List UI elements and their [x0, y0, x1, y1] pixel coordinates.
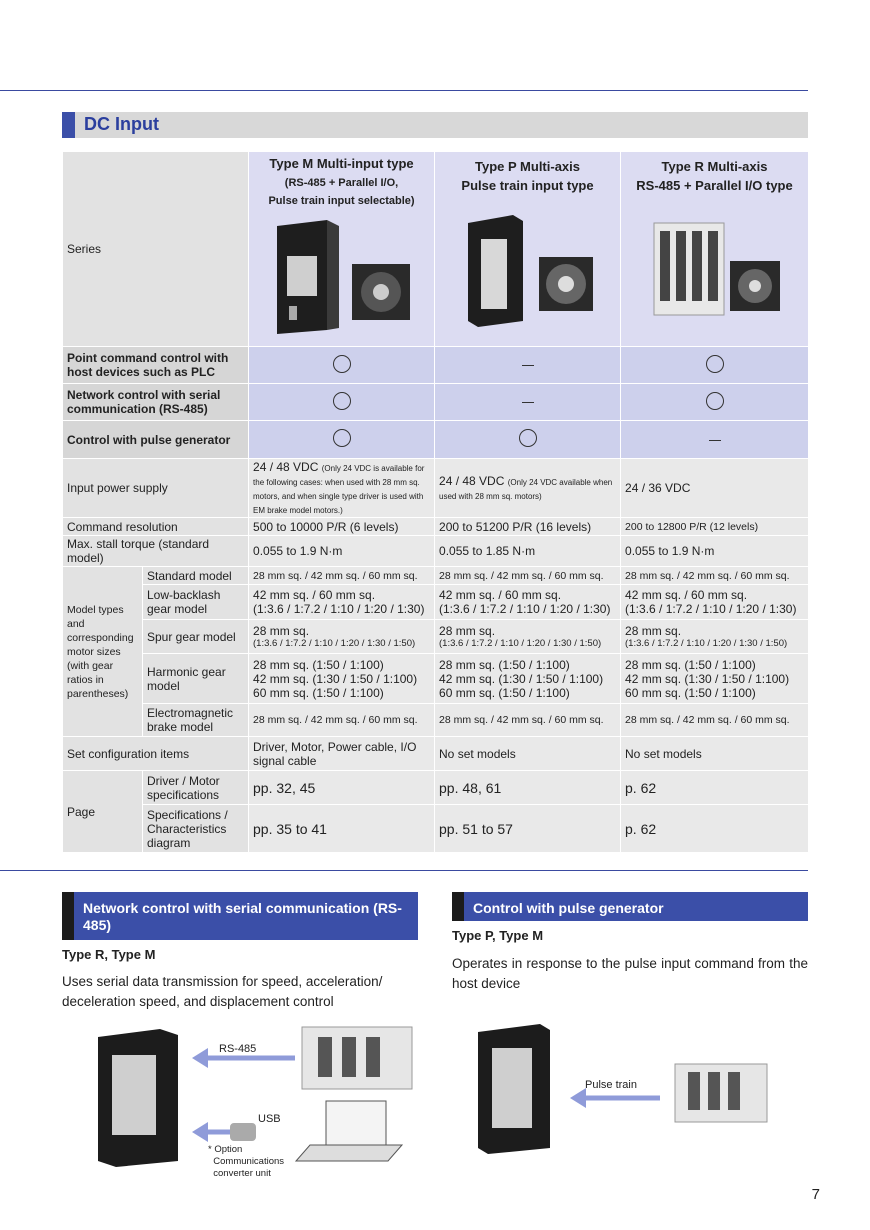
spur-gear-m-line2: (1:3.6 / 1:7.2 / 1:10 / 1:20 / 1:30 / 1:50)	[253, 638, 416, 649]
network-row	[63, 384, 809, 421]
network-header-text: Network control with serial communication (RS-485)	[83, 900, 402, 933]
network-section-header	[62, 892, 418, 940]
stall-torque-row	[63, 536, 809, 567]
type-r-product-image	[640, 209, 790, 329]
spur-gear-p-line1: 28 mm sq.	[439, 624, 496, 638]
type-p-product-image	[453, 209, 603, 329]
low-backlash-m-line1: 42 mm sq. / 60 mm sq.	[253, 588, 376, 602]
model-types-label: Model types and corresponding motor sizes (with gear ratios in parentheses)	[63, 567, 143, 737]
series-label: Series	[63, 152, 249, 347]
page-driver-p: pp. 48, 61	[435, 771, 621, 805]
low-backlash-row	[63, 585, 809, 620]
low-backlash-p-line2: (1:3.6 / 1:7.2 / 1:10 / 1:20 / 1:30)	[439, 602, 611, 616]
page-specs-m: pp. 35 to 41	[249, 805, 435, 853]
middle-rule	[0, 870, 808, 871]
brake-model-row	[63, 704, 809, 737]
harmonic-r-line2: 42 mm sq. (1:30 / 1:50 / 1:100)	[625, 671, 790, 686]
spur-gear-r	[621, 620, 809, 654]
page-driver-row	[63, 771, 809, 805]
low-backlash-r	[621, 585, 809, 620]
standard-model-row	[63, 567, 809, 585]
pulse-r-mark	[621, 421, 809, 459]
section-title-bar	[62, 112, 808, 138]
input-power-p-main: 24 / 48 VDC	[439, 474, 505, 488]
harmonic-m-line3: 60 mm sq. (1:50 / 1:100)	[253, 685, 384, 700]
circle-mark-icon	[706, 355, 724, 373]
set-config-m: Driver, Motor, Power cable, I/O signal cable	[249, 737, 435, 771]
col-type-m	[249, 152, 435, 347]
page-label: Page	[63, 771, 143, 853]
brake-model-m: 28 mm sq. / 42 mm sq. / 60 mm sq.	[249, 704, 435, 737]
command-resolution-r: 200 to 12800 P/R (12 levels)	[621, 518, 809, 536]
point-command-r-mark	[621, 347, 809, 384]
page-driver-r: p. 62	[621, 771, 809, 805]
type-m-subtitle: (RS-485 + Parallel I/O, Pulse train input selectable)	[268, 177, 415, 207]
section-title: DC Input	[84, 114, 159, 134]
point-command-m-mark	[249, 347, 435, 384]
set-config-p: No set models	[435, 737, 621, 771]
dash-mark-icon	[709, 440, 721, 441]
series-row	[63, 152, 809, 347]
command-resolution-label: Command resolution	[63, 518, 249, 536]
header-block	[62, 892, 74, 940]
circle-mark-icon	[519, 429, 537, 447]
low-backlash-p-line1: 42 mm sq. / 60 mm sq.	[439, 588, 562, 602]
spec-table	[62, 151, 809, 853]
page-number: 7	[811, 1186, 820, 1203]
standard-model-m: 28 mm sq. / 42 mm sq. / 60 mm sq.	[249, 567, 435, 585]
circle-mark-icon	[333, 355, 351, 373]
input-power-m	[249, 459, 435, 518]
col-type-r	[621, 152, 809, 347]
set-config-r: No set models	[621, 737, 809, 771]
standard-model-r: 28 mm sq. / 42 mm sq. / 60 mm sq.	[621, 567, 809, 585]
brake-model-r: 28 mm sq. / 42 mm sq. / 60 mm sq.	[621, 704, 809, 737]
header-block	[452, 892, 464, 921]
low-backlash-r-line2: (1:3.6 / 1:7.2 / 1:10 / 1:20 / 1:30)	[625, 602, 797, 616]
spur-gear-m-line1: 28 mm sq.	[253, 624, 310, 638]
harmonic-gear-p	[435, 654, 621, 704]
harmonic-r-line3: 60 mm sq. (1:50 / 1:100)	[625, 685, 756, 700]
harmonic-gear-m	[249, 654, 435, 704]
spur-gear-p	[435, 620, 621, 654]
network-m-mark	[249, 384, 435, 421]
harmonic-p-line3: 60 mm sq. (1:50 / 1:100)	[439, 685, 570, 700]
network-p-mark	[435, 384, 621, 421]
standard-model-label: Standard model	[143, 567, 249, 585]
type-r-title: Type R Multi-axis RS-485 + Parallel I/O type	[636, 159, 793, 193]
type-p-title: Type P Multi-axis Pulse train input type	[461, 159, 594, 193]
low-backlash-m-line2: (1:3.6 / 1:7.2 / 1:10 / 1:20 / 1:30)	[253, 602, 425, 616]
dash-mark-icon	[522, 365, 534, 366]
harmonic-gear-row	[63, 654, 809, 704]
input-power-r: 24 / 36 VDC	[621, 459, 809, 518]
input-power-p-note: (Only 24 VDC available when used with 28 mm sq. motors)	[439, 478, 613, 501]
set-config-row	[63, 737, 809, 771]
point-command-p-mark	[435, 347, 621, 384]
page-driver-label: Driver / Motor specifications	[143, 771, 249, 805]
rs485-label: RS-485	[219, 1043, 257, 1055]
input-power-row	[63, 459, 809, 518]
page-specs-row	[63, 805, 809, 853]
network-r-mark	[621, 384, 809, 421]
low-backlash-r-line1: 42 mm sq. / 60 mm sq.	[625, 588, 748, 602]
pulse-p-mark	[435, 421, 621, 459]
command-resolution-p: 200 to 51200 P/R (16 levels)	[435, 518, 621, 536]
type-m-title: Type M Multi-input type	[269, 156, 414, 171]
page-driver-m: pp. 32, 45	[249, 771, 435, 805]
harmonic-m-line1: 28 mm sq. (1:50 / 1:100)	[253, 657, 384, 672]
stall-torque-r: 0.055 to 1.9 N·m	[621, 536, 809, 567]
pulse-m-mark	[249, 421, 435, 459]
point-command-row	[63, 347, 809, 384]
input-power-p	[435, 459, 621, 518]
low-backlash-p	[435, 585, 621, 620]
spur-gear-m	[249, 620, 435, 654]
pulse-label: Control with pulse generator	[63, 421, 249, 459]
point-command-label: Point command control with host devices such as PLC	[63, 347, 249, 384]
brake-model-label: Electromagnetic brake model	[143, 704, 249, 737]
network-description: Uses serial data transmission for speed, acceleration/ deceleration speed, and displacement control	[62, 974, 383, 1009]
laptop-image	[326, 1101, 386, 1145]
network-label: Network control with serial communication (RS-485)	[63, 384, 249, 421]
harmonic-gear-label: Harmonic gear model	[143, 654, 249, 704]
input-power-m-note: (Only 24 VDC is available for the following cases: when used with 28 mm sq. motors, and when single type driver is used with EM brake model motors.)	[253, 464, 425, 515]
spur-gear-r-line1: 28 mm sq.	[625, 624, 682, 638]
input-power-label: Input power supply	[63, 459, 249, 518]
pulse-header-text: Control with pulse generator	[473, 900, 664, 916]
spur-gear-r-line2: (1:3.6 / 1:7.2 / 1:10 / 1:20 / 1:30 / 1:50)	[625, 638, 788, 649]
harmonic-gear-r	[621, 654, 809, 704]
pulse-train-label: Pulse train	[585, 1079, 637, 1091]
circle-mark-icon	[333, 429, 351, 447]
circle-mark-icon	[706, 392, 724, 410]
page-specs-label: Specifications / Characteristics diagram	[143, 805, 249, 853]
pulse-row	[63, 421, 809, 459]
harmonic-p-line1: 28 mm sq. (1:50 / 1:100)	[439, 657, 570, 672]
command-resolution-row	[63, 518, 809, 536]
dash-mark-icon	[522, 402, 534, 403]
stall-torque-m: 0.055 to 1.9 N·m	[249, 536, 435, 567]
page-specs-r: p. 62	[621, 805, 809, 853]
type-m-product-image	[267, 216, 417, 336]
stall-torque-label: Max. stall torque (standard model)	[63, 536, 249, 567]
pulse-description: Operates in response to the pulse input command from the host device	[452, 956, 808, 991]
spur-gear-label: Spur gear model	[143, 620, 249, 654]
harmonic-m-line2: 42 mm sq. (1:30 / 1:50 / 1:100)	[253, 671, 418, 686]
input-power-m-main: 24 / 48 VDC	[253, 460, 319, 474]
top-rule	[0, 90, 808, 91]
pulse-types: Type P, Type M	[452, 928, 544, 943]
set-config-label: Set configuration items	[63, 737, 249, 771]
circle-mark-icon	[333, 392, 351, 410]
standard-model-p: 28 mm sq. / 42 mm sq. / 60 mm sq.	[435, 567, 621, 585]
harmonic-r-line1: 28 mm sq. (1:50 / 1:100)	[625, 657, 756, 672]
page-specs-p: pp. 51 to 57	[435, 805, 621, 853]
option-note: * Option Communications converter unit	[208, 1144, 285, 1179]
network-types: Type R, Type M	[62, 947, 156, 962]
brake-model-p: 28 mm sq. / 42 mm sq. / 60 mm sq.	[435, 704, 621, 737]
spur-gear-row	[63, 620, 809, 654]
stall-torque-p: 0.055 to 1.85 N·m	[435, 536, 621, 567]
low-backlash-label: Low-backlash gear model	[143, 585, 249, 620]
spur-gear-p-line2: (1:3.6 / 1:7.2 / 1:10 / 1:20 / 1:30 / 1:50)	[439, 638, 602, 649]
converter-unit-image	[230, 1123, 256, 1141]
title-accent	[62, 112, 75, 138]
pulse-section-header	[452, 892, 808, 921]
usb-label: USB	[258, 1113, 281, 1125]
low-backlash-m	[249, 585, 435, 620]
command-resolution-m: 500 to 10000 P/R (6 levels)	[249, 518, 435, 536]
harmonic-p-line2: 42 mm sq. (1:30 / 1:50 / 1:100)	[439, 671, 604, 686]
col-type-p	[435, 152, 621, 347]
